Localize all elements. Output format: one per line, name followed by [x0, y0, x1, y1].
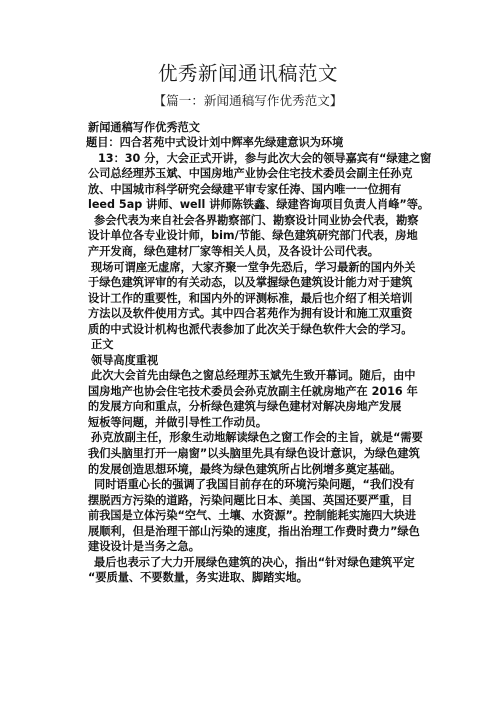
- section-label: 正文: [91, 338, 114, 351]
- paragraph-line: 前我国是立体污染“空气、土壤、水资源”。控制能耗实施四大块进: [88, 509, 416, 522]
- subsection-heading: 领导高度重视: [91, 354, 159, 367]
- paragraph-line: 的发展创造思想环境，最终为绿色建筑所占比例增多奠定基础。: [88, 463, 402, 476]
- paragraph-line: 参会代表为来自社会各界勘察部门、勘察设计同业协会代表，勘察: [94, 214, 419, 227]
- paragraph-line: 展顺利，但是治理干部山污染的速度，指出治理工作费时费力”绿色: [88, 525, 420, 538]
- paragraph-line: 于绿色建筑评审的有关动态，以及掌握绿色建筑设计能力对于建筑: [88, 276, 413, 289]
- paragraph-line: 国房地产也协会住宅技术委员会孙克放副主任就房地产在 2016 年: [88, 385, 418, 398]
- article-headline: 题目：四合茗苑中式设计刘中辉率先绿建意识为环境: [86, 136, 344, 149]
- paragraph-line: “要质量、不要数量，务实进取、脚踏实地。: [88, 571, 308, 584]
- paragraph-line: 13：30 分，大会正式开讲，参与此次大会的领导嘉宾有“绿建之窗: [98, 152, 432, 165]
- document-subtitle: 【篇一：新闻通稿写作优秀范文】: [153, 93, 343, 108]
- paragraph-line: 此次大会首先由绿色之窗总经理苏玉斌先生致开幕词。随后，由中: [91, 369, 416, 382]
- paragraph-line: 孙克放副主任，形象生动地解读绿色之窗工作会的主旨，就是“需要: [91, 431, 423, 444]
- section-heading: 新闻通稿写作优秀范文: [88, 121, 200, 134]
- paragraph-line: 公司总经理苏玉斌、中国房地产业协会住宅技术委员会副主任孙克: [88, 167, 413, 180]
- paragraph-line: 设计工作的重要性，和国内外的评测标准，最后也介绍了相关培训: [88, 292, 413, 305]
- paragraph-line: 建设设计是当务之急。: [88, 540, 200, 553]
- paragraph-line: 质的中式设计机构也派代表参加了此次关于绿色软件大会的学习。: [88, 323, 413, 336]
- paragraph-line: 产开发商，绿色建材厂家等相关人员，及各设计公司代表。: [88, 245, 379, 258]
- paragraph-line: 设计单位各专业设计师，bim/节能、绿色建筑研究部门代表，房地: [88, 229, 418, 242]
- paragraph-line: 我们头脑里打开一扇窗”以头脑里先具有绿色设计意识，为绿色建筑: [88, 447, 420, 460]
- paragraph-line: 最后也表示了大力开展绿色建筑的决心，指出“针对绿色建筑平定: [94, 556, 415, 569]
- paragraph-line: 现场可谓座无虚席，大家齐聚一堂争先恐后，学习最新的国内外关: [91, 261, 416, 274]
- paragraph-line: 放、中国城市科学研究会绿建平审专家任涛、国内唯一一位拥有: [88, 183, 402, 196]
- paragraph-line: 同时语重心长的强调了我国目前存在的环境污染问题，“我们没有: [94, 478, 415, 491]
- paragraph-line: 方法以及软件使用方式。其中四合茗苑作为拥有设计和施工双重资: [88, 307, 413, 320]
- paragraph-line: 的发展方向和重点，分析绿色建筑与绿色建材对解决房地产发展: [88, 400, 402, 413]
- paragraph-line: 摆脱西方污染的道路，污染问题比日本、美国、英国还要严重，目: [88, 494, 413, 507]
- paragraph-line: 短板等问题，并做引导性工作动员。: [88, 416, 268, 429]
- paragraph-line: leed 5ap 讲师、well 讲师陈铁鑫、绿建咨询项目负责人肖峰”等。: [88, 198, 430, 211]
- document-title: 优秀新闻通讯稿范文: [157, 62, 338, 85]
